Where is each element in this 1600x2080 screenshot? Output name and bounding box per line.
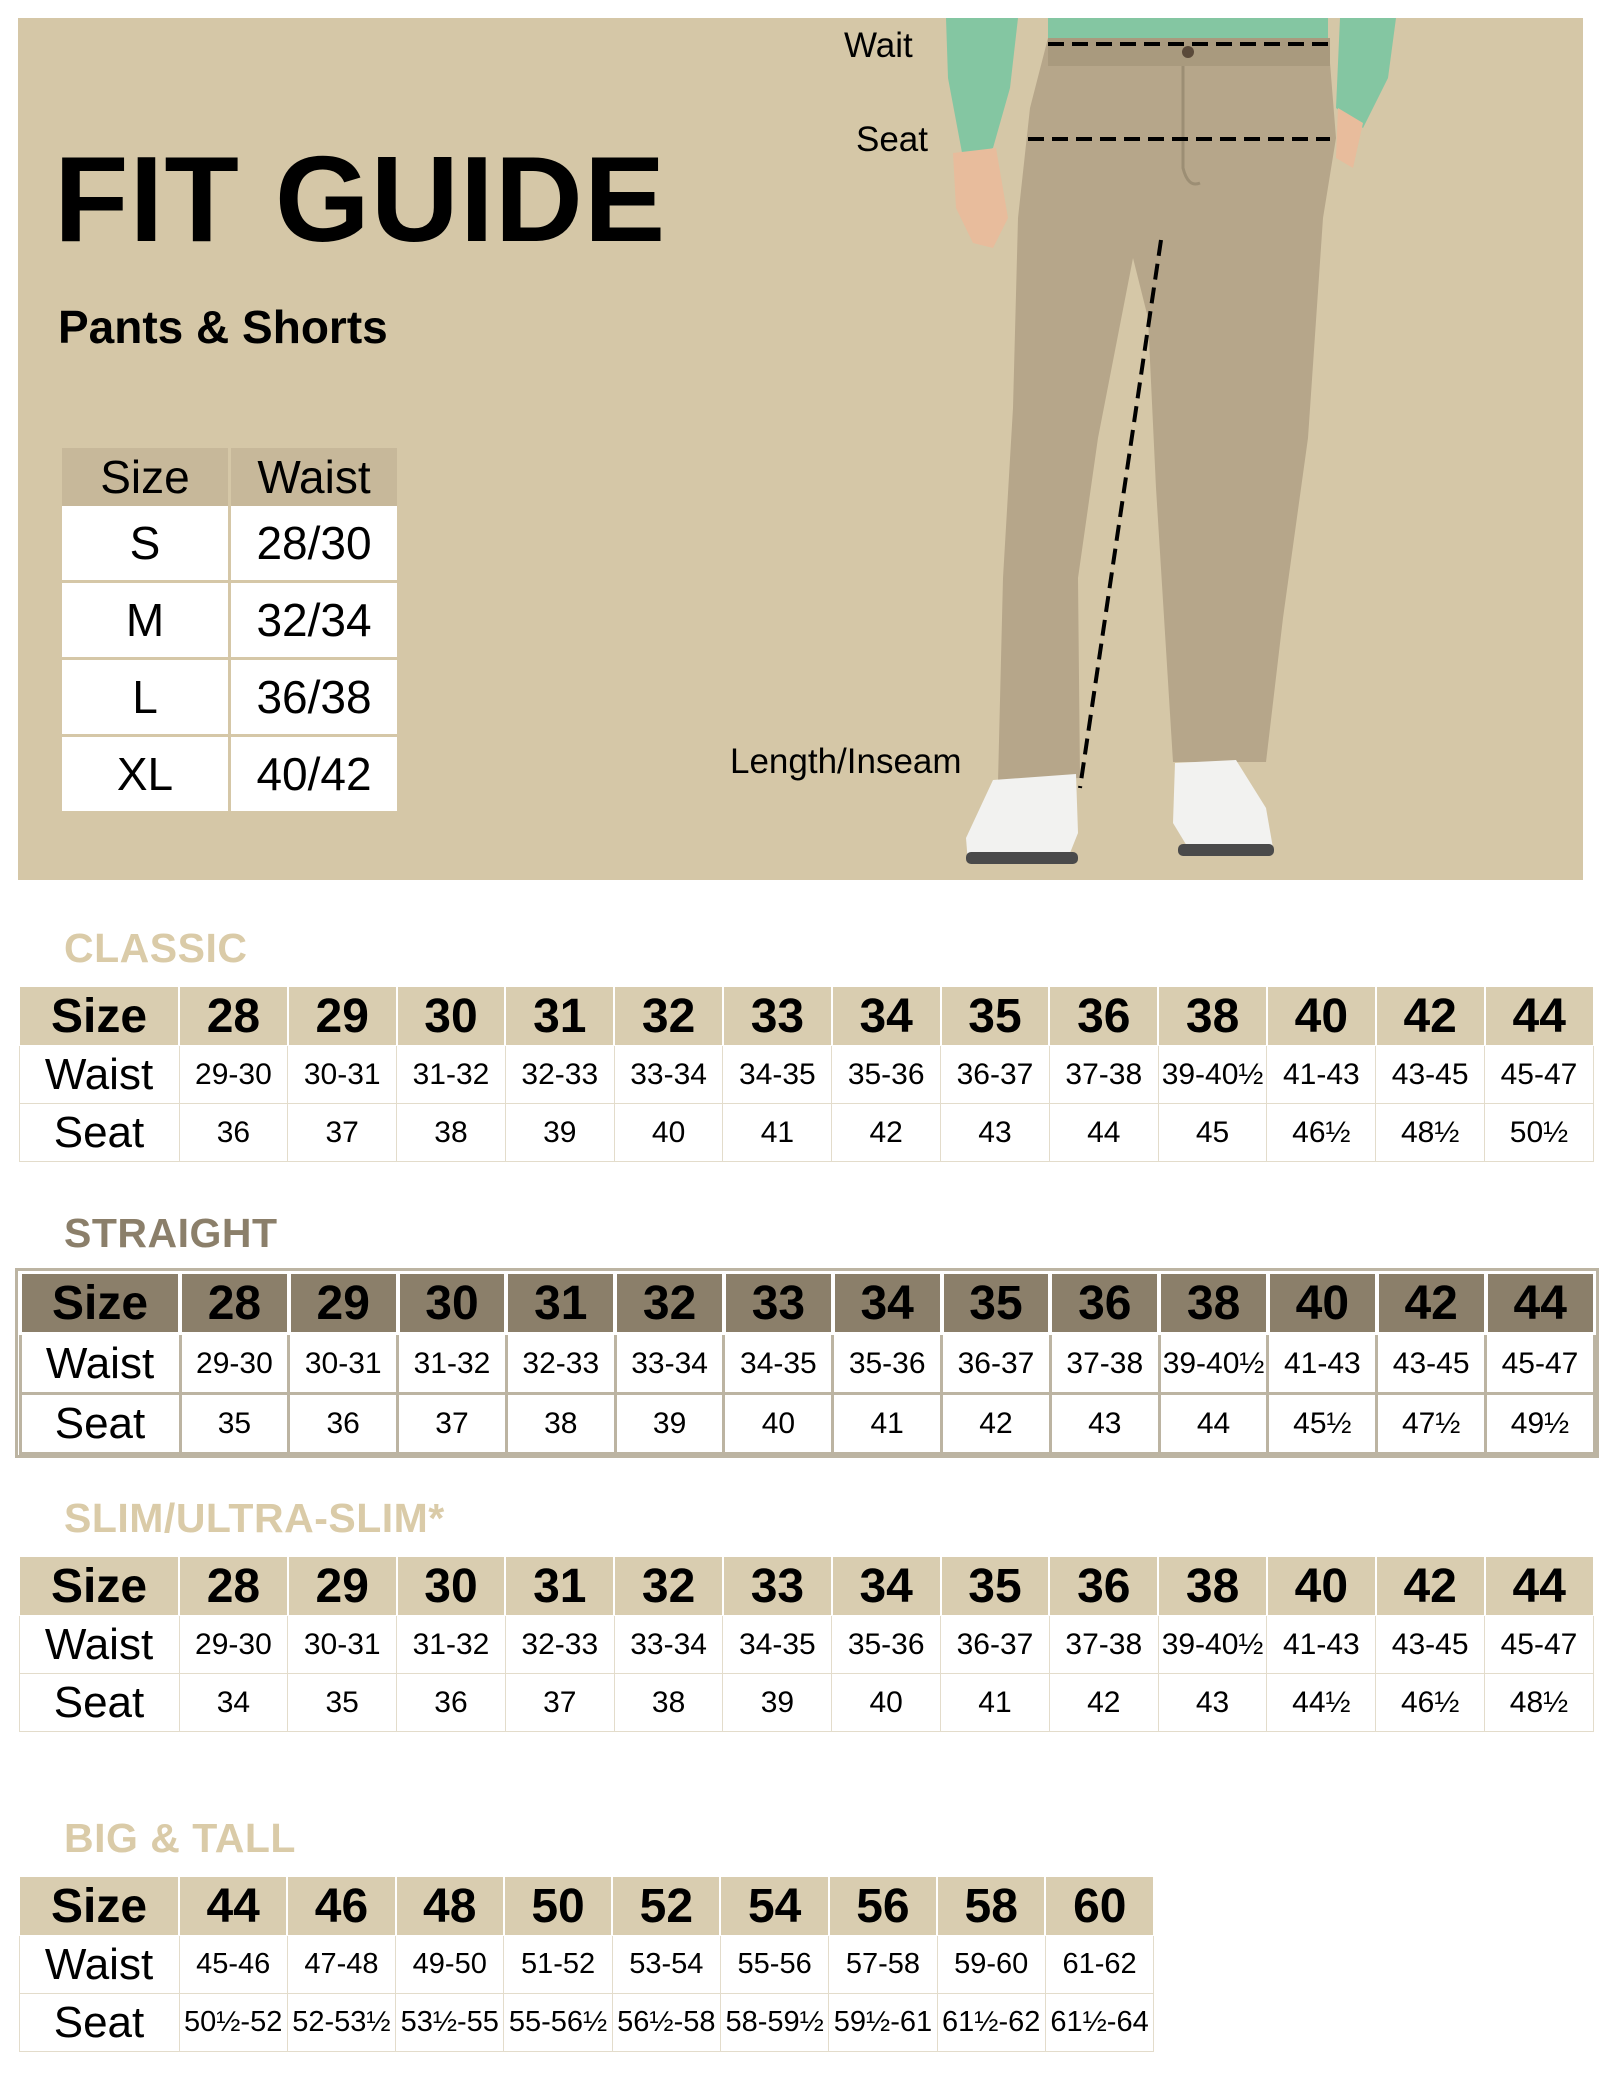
seat-cell: 38 bbox=[506, 1394, 615, 1454]
waist-cell: 37-38 bbox=[1049, 1616, 1158, 1674]
size-cell: 29 bbox=[288, 987, 397, 1046]
table-row bbox=[19, 1877, 1154, 1936]
waist-cell: 34-35 bbox=[724, 1334, 833, 1394]
size-cell: 44 bbox=[1485, 987, 1594, 1046]
waist-cell: 30-31 bbox=[288, 1046, 397, 1104]
seat-cell: 55-56½ bbox=[504, 1994, 612, 2052]
hand-left bbox=[953, 148, 1008, 248]
waist-cell: 36-37 bbox=[942, 1334, 1051, 1394]
waist-cell: 32-33 bbox=[506, 1334, 615, 1394]
table-row bbox=[20, 1334, 1594, 1394]
seat-cell: 37 bbox=[288, 1104, 397, 1162]
waist-cell: 35-36 bbox=[832, 1046, 941, 1104]
waist-cell: 45-47 bbox=[1486, 1334, 1595, 1394]
size-cell: 40 bbox=[1267, 1557, 1376, 1616]
seat-cell: 46½ bbox=[1267, 1104, 1376, 1162]
size-cell: 36 bbox=[1049, 987, 1158, 1046]
size-cell: 42 bbox=[1376, 1557, 1485, 1616]
row-label: Waist bbox=[20, 1334, 180, 1394]
waist-cell: 35-36 bbox=[833, 1334, 942, 1394]
seat-cell: 43 bbox=[941, 1104, 1050, 1162]
size-cell: 29 bbox=[289, 1273, 398, 1334]
waist-cell: 49-50 bbox=[396, 1936, 504, 1994]
size-cell: 28 bbox=[180, 1273, 289, 1334]
classic-title: CLASSIC bbox=[64, 925, 248, 971]
size-cell: 58 bbox=[937, 1877, 1045, 1936]
waist-cell: 30-31 bbox=[288, 1616, 397, 1674]
size-cell: S bbox=[62, 506, 230, 582]
size-cell: M bbox=[62, 582, 230, 659]
size-cell: 36 bbox=[1049, 1557, 1158, 1616]
size-cell: 31 bbox=[505, 987, 614, 1046]
waist-cell: 43-45 bbox=[1376, 1046, 1485, 1104]
waist-cell: 36-37 bbox=[941, 1046, 1050, 1104]
seat-cell: 41 bbox=[833, 1394, 942, 1454]
waist-cell: 29-30 bbox=[179, 1616, 288, 1674]
size-cell: 42 bbox=[1376, 987, 1485, 1046]
slim-title: SLIM/ULTRA-SLIM* bbox=[64, 1495, 445, 1541]
seat-cell: 61½-62 bbox=[937, 1994, 1045, 2052]
seat-cell: 41 bbox=[941, 1674, 1050, 1732]
waist-cell: 59-60 bbox=[937, 1936, 1045, 1994]
row-label: Seat bbox=[19, 1104, 179, 1162]
size-cell: 28 bbox=[179, 1557, 288, 1616]
seat-cell: 44 bbox=[1159, 1394, 1268, 1454]
hero-panel bbox=[18, 18, 1583, 880]
seat-cell: 36 bbox=[397, 1674, 506, 1732]
seat-cell: 49½ bbox=[1486, 1394, 1595, 1454]
seat-cell: 50½ bbox=[1485, 1104, 1594, 1162]
seat-cell: 39 bbox=[615, 1394, 724, 1454]
waist-cell: 45-46 bbox=[179, 1936, 287, 1994]
size-cell: 54 bbox=[720, 1877, 828, 1936]
waist-header: Waist bbox=[230, 448, 398, 506]
size-cell: 33 bbox=[724, 1273, 833, 1334]
big-tall-table bbox=[18, 1876, 1154, 2052]
size-cell: 40 bbox=[1267, 987, 1376, 1046]
waist-cell: 33-34 bbox=[614, 1616, 723, 1674]
size-cell: XL bbox=[62, 736, 230, 812]
waist-cell: 45-47 bbox=[1485, 1616, 1594, 1674]
waist-cell: 31-32 bbox=[398, 1334, 507, 1394]
waist-cell: 29-30 bbox=[180, 1334, 289, 1394]
seat-cell: 53½-55 bbox=[396, 1994, 504, 2052]
size-cell: 56 bbox=[829, 1877, 937, 1936]
size-cell: 36 bbox=[1050, 1273, 1159, 1334]
waist-cell: 30-31 bbox=[289, 1334, 398, 1394]
seat-label: Seat bbox=[856, 120, 928, 159]
waist-cell: 33-34 bbox=[615, 1334, 724, 1394]
seat-cell: 39 bbox=[505, 1104, 614, 1162]
waist-cell: 39-40½ bbox=[1158, 1616, 1267, 1674]
waist-cell: 32-33 bbox=[505, 1616, 614, 1674]
size-cell: 31 bbox=[505, 1557, 614, 1616]
seat-cell: 43 bbox=[1158, 1674, 1267, 1732]
size-cell: 35 bbox=[941, 987, 1050, 1046]
waist-cell: 51-52 bbox=[504, 1936, 612, 1994]
row-label: Size bbox=[19, 987, 179, 1046]
waist-cell: 31-32 bbox=[397, 1046, 506, 1104]
row-label: Size bbox=[19, 1877, 179, 1936]
size-cell: 31 bbox=[506, 1273, 615, 1334]
waist-cell: 35-36 bbox=[832, 1616, 941, 1674]
seat-cell: 61½-64 bbox=[1045, 1994, 1153, 2052]
size-cell: L bbox=[62, 659, 230, 736]
row-label: Waist bbox=[19, 1616, 179, 1674]
seat-cell: 48½ bbox=[1376, 1104, 1485, 1162]
row-label: Size bbox=[19, 1557, 179, 1616]
waist-cell: 39-40½ bbox=[1159, 1334, 1268, 1394]
waist-cell: 41-43 bbox=[1267, 1046, 1376, 1104]
table-row bbox=[19, 1104, 1593, 1162]
size-cell: 29 bbox=[288, 1557, 397, 1616]
slim-table bbox=[18, 1556, 1594, 1732]
seat-cell: 42 bbox=[832, 1104, 941, 1162]
waist-cell: 34-35 bbox=[723, 1046, 832, 1104]
size-cell: 34 bbox=[832, 987, 941, 1046]
size-cell: 35 bbox=[942, 1273, 1051, 1334]
seat-cell: 38 bbox=[614, 1674, 723, 1732]
waist-cell: 40/42 bbox=[230, 736, 398, 812]
size-cell: 32 bbox=[614, 1557, 723, 1616]
sweater-sleeve-right bbox=[1336, 18, 1396, 128]
seat-cell: 59½-61 bbox=[829, 1994, 937, 2052]
big-tall-title: BIG & TALL bbox=[64, 1815, 296, 1861]
waist-cell: 32/34 bbox=[230, 582, 398, 659]
waist-cell: 39-40½ bbox=[1158, 1046, 1267, 1104]
seat-cell: 42 bbox=[1049, 1674, 1158, 1732]
shoe-right bbox=[1173, 760, 1273, 856]
size-cell: 46 bbox=[287, 1877, 395, 1936]
pants bbox=[998, 38, 1336, 782]
seat-cell: 44½ bbox=[1267, 1674, 1376, 1732]
sweater-hem bbox=[1048, 18, 1328, 38]
waist-cell: 37-38 bbox=[1050, 1334, 1159, 1394]
size-cell: 42 bbox=[1377, 1273, 1486, 1334]
seat-cell: 38 bbox=[397, 1104, 506, 1162]
waist-cell: 43-45 bbox=[1376, 1616, 1485, 1674]
classic-table bbox=[18, 986, 1594, 1162]
seat-cell: 40 bbox=[614, 1104, 723, 1162]
waist-cell: 31-32 bbox=[397, 1616, 506, 1674]
waist-cell: 33-34 bbox=[614, 1046, 723, 1104]
size-cell: 38 bbox=[1159, 1273, 1268, 1334]
waist-cell: 29-30 bbox=[179, 1046, 288, 1104]
row-label: Seat bbox=[19, 1994, 179, 2052]
waist-cell: 55-56 bbox=[720, 1936, 828, 1994]
seat-cell: 48½ bbox=[1485, 1674, 1594, 1732]
seat-cell: 37 bbox=[398, 1394, 507, 1454]
row-label: Seat bbox=[20, 1394, 180, 1454]
size-cell: 30 bbox=[397, 1557, 506, 1616]
size-cell: 60 bbox=[1045, 1877, 1153, 1936]
waist-cell: 36/38 bbox=[230, 659, 398, 736]
seat-cell: 47½ bbox=[1377, 1394, 1486, 1454]
size-header: Size bbox=[62, 448, 230, 506]
seat-cell: 52-53½ bbox=[287, 1994, 395, 2052]
seat-cell: 41 bbox=[723, 1104, 832, 1162]
size-cell: 30 bbox=[398, 1273, 507, 1334]
length-inseam-label: Length/Inseam bbox=[730, 742, 962, 781]
size-cell: 28 bbox=[179, 987, 288, 1046]
row-label: Size bbox=[20, 1273, 180, 1334]
table-row bbox=[19, 1994, 1154, 2052]
seat-cell: 42 bbox=[942, 1394, 1051, 1454]
seat-cell: 50½-52 bbox=[179, 1994, 287, 2052]
size-cell: 48 bbox=[396, 1877, 504, 1936]
size-cell: 32 bbox=[614, 987, 723, 1046]
table-row bbox=[19, 1674, 1593, 1732]
size-cell: 33 bbox=[723, 1557, 832, 1616]
row-label: Waist bbox=[19, 1046, 179, 1104]
size-cell: 50 bbox=[504, 1877, 612, 1936]
table-row bbox=[19, 1557, 1593, 1616]
waist-cell: 45-47 bbox=[1485, 1046, 1594, 1104]
waist-cell: 43-45 bbox=[1377, 1334, 1486, 1394]
waist-cell: 36-37 bbox=[941, 1616, 1050, 1674]
waist-cell: 57-58 bbox=[829, 1936, 937, 1994]
seat-cell: 39 bbox=[723, 1674, 832, 1732]
size-cell: 30 bbox=[397, 987, 506, 1046]
waist-cell: 37-38 bbox=[1049, 1046, 1158, 1104]
seat-cell: 43 bbox=[1050, 1394, 1159, 1454]
seat-cell: 35 bbox=[288, 1674, 397, 1732]
seat-cell: 40 bbox=[832, 1674, 941, 1732]
table-row bbox=[19, 1046, 1593, 1104]
waist-cell: 28/30 bbox=[230, 506, 398, 582]
seat-cell: 45 bbox=[1158, 1104, 1267, 1162]
seat-cell: 56½-58 bbox=[612, 1994, 720, 2052]
seat-cell: 35 bbox=[180, 1394, 289, 1454]
size-cell: 44 bbox=[179, 1877, 287, 1936]
page-subtitle: Pants & Shorts bbox=[58, 301, 388, 353]
waist-cell: 61-62 bbox=[1045, 1936, 1153, 1994]
table-row bbox=[19, 987, 1593, 1046]
size-cell: 33 bbox=[723, 987, 832, 1046]
size-cell: 35 bbox=[941, 1557, 1050, 1616]
table-row bbox=[19, 1616, 1593, 1674]
straight-table bbox=[18, 1271, 1596, 1455]
size-cell: 38 bbox=[1158, 1557, 1267, 1616]
seat-cell: 36 bbox=[289, 1394, 398, 1454]
page-title: FIT GUIDE bbox=[54, 131, 667, 267]
size-cell: 44 bbox=[1485, 1557, 1594, 1616]
waist-label: Wait bbox=[844, 26, 913, 65]
seat-cell: 45½ bbox=[1268, 1394, 1377, 1454]
table-row bbox=[20, 1273, 1594, 1334]
row-label: Seat bbox=[19, 1674, 179, 1732]
size-cell: 38 bbox=[1158, 987, 1267, 1046]
seat-cell: 44 bbox=[1049, 1104, 1158, 1162]
table-row bbox=[20, 1394, 1594, 1454]
shoe-left bbox=[966, 774, 1078, 863]
size-cell: 34 bbox=[833, 1273, 942, 1334]
seat-cell: 46½ bbox=[1376, 1674, 1485, 1732]
size-cell: 32 bbox=[615, 1273, 724, 1334]
waist-cell: 34-35 bbox=[723, 1616, 832, 1674]
waist-cell: 53-54 bbox=[612, 1936, 720, 1994]
waist-cell: 41-43 bbox=[1267, 1616, 1376, 1674]
waist-cell: 47-48 bbox=[287, 1936, 395, 1994]
waist-cell: 32-33 bbox=[505, 1046, 614, 1104]
button-icon bbox=[1182, 46, 1194, 58]
row-label: Waist bbox=[19, 1936, 179, 1994]
seat-cell: 58-59½ bbox=[720, 1994, 828, 2052]
size-cell: 40 bbox=[1268, 1273, 1377, 1334]
seat-cell: 36 bbox=[179, 1104, 288, 1162]
size-cell: 52 bbox=[612, 1877, 720, 1936]
seat-cell: 40 bbox=[724, 1394, 833, 1454]
sweater-sleeve-left bbox=[946, 18, 1018, 158]
seat-cell: 37 bbox=[505, 1674, 614, 1732]
waist-cell: 41-43 bbox=[1268, 1334, 1377, 1394]
straight-title: STRAIGHT bbox=[64, 1210, 278, 1256]
size-cell: 44 bbox=[1486, 1273, 1595, 1334]
table-row bbox=[19, 1936, 1154, 1994]
seat-cell: 34 bbox=[179, 1674, 288, 1732]
size-cell: 34 bbox=[832, 1557, 941, 1616]
